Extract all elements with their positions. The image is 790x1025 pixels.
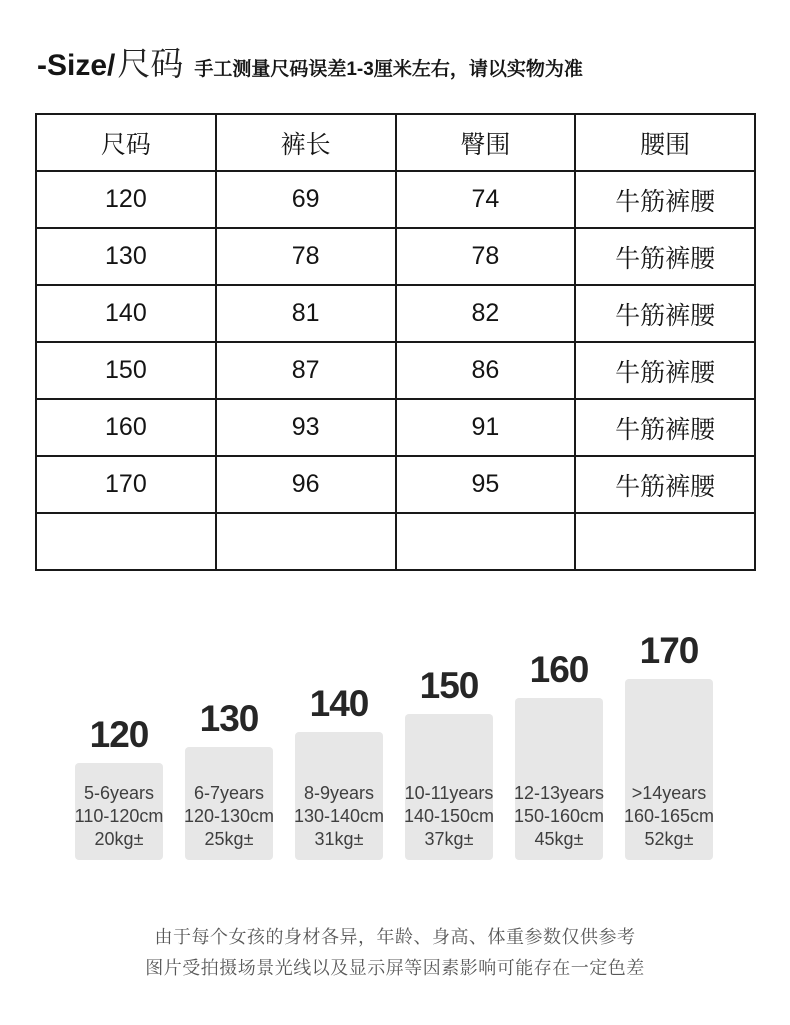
disclaimer-line-2: 图片受拍摄场景光线以及显示屏等因素影响可能存在一定色差 (145, 958, 645, 978)
table-cell: 牛筋裤腰 (575, 171, 755, 228)
size-bar-group-140 (295, 685, 383, 860)
size-bar-label: 140 (309, 683, 369, 724)
disclaimer-line-1: 由于每个女孩的身材各异，年龄、身高、体重参数仅供参考 (154, 927, 636, 947)
table-cell: 170 (36, 456, 216, 513)
age-range-label: 10-11years (404, 783, 494, 803)
weight-label: 37kg± (424, 829, 474, 849)
age-range-label: 8-9years (303, 783, 375, 803)
table-row (36, 456, 755, 513)
page-title-cn: 尺码 (117, 47, 184, 83)
height-range-label: 110-120cm (74, 806, 164, 826)
size-bar-group-170 (625, 632, 713, 860)
table-header-hip: 臀围 (396, 114, 576, 171)
size-table (35, 113, 756, 571)
table-cell: 140 (36, 285, 216, 342)
size-bar-label: 170 (639, 630, 699, 671)
page-title-en: -Size/ (37, 49, 116, 82)
size-bar-label: 130 (199, 698, 259, 739)
table-cell: 87 (216, 342, 396, 399)
size-bar-chart (75, 632, 713, 860)
size-bar (295, 732, 383, 860)
table-cell: 130 (36, 228, 216, 285)
table-header-waist: 腰围 (575, 114, 755, 171)
size-bar (405, 714, 493, 860)
size-bar (75, 763, 163, 860)
size-bar-label: 160 (529, 649, 589, 690)
size-bar-group-150 (405, 667, 493, 860)
page-header (37, 38, 583, 85)
size-bar-group-120 (75, 716, 163, 860)
table-cell: 95 (396, 456, 576, 513)
size-bar (625, 679, 713, 860)
table-cell: 81 (216, 285, 396, 342)
table-cell: 牛筋裤腰 (575, 228, 755, 285)
table-cell: 74 (396, 171, 576, 228)
table-row (36, 399, 755, 456)
age-range-label: 12-13years (513, 783, 605, 803)
table-cell: 牛筋裤腰 (575, 456, 755, 513)
table-cell: 96 (216, 456, 396, 513)
weight-label: 31kg± (314, 829, 364, 849)
table-row (36, 228, 755, 285)
height-range-label: 150-160cm (513, 806, 605, 826)
table-row (36, 285, 755, 342)
measurement-disclaimer: 手工测量尺码误差1-3厘米左右，请以实物为准 (194, 59, 583, 80)
weight-label: 20kg± (94, 829, 144, 849)
table-cell: 91 (396, 399, 576, 456)
table-cell: 120 (36, 171, 216, 228)
table-cell (36, 513, 216, 570)
table-cell: 牛筋裤腰 (575, 285, 755, 342)
table-cell: 160 (36, 399, 216, 456)
table-cell: 150 (36, 342, 216, 399)
height-range-label: 130-140cm (293, 806, 385, 826)
size-bar-label: 150 (419, 665, 479, 706)
height-range-label: 120-130cm (183, 806, 275, 826)
table-row (36, 342, 755, 399)
table-row (36, 171, 755, 228)
table-cell (216, 513, 396, 570)
table-cell: 牛筋裤腰 (575, 342, 755, 399)
age-range-label: 5-6years (83, 783, 155, 803)
table-row-empty (36, 513, 755, 570)
table-cell: 82 (396, 285, 576, 342)
size-bar-group-160 (515, 651, 603, 860)
table-cell: 93 (216, 399, 396, 456)
table-cell: 69 (216, 171, 396, 228)
table-cell (575, 513, 755, 570)
size-bar-group-130 (185, 700, 273, 860)
size-bar (515, 698, 603, 860)
table-cell: 86 (396, 342, 576, 399)
table-cell: 牛筋裤腰 (575, 399, 755, 456)
size-bar (185, 747, 273, 860)
table-cell (396, 513, 576, 570)
age-range-label: 6-7years (193, 783, 265, 803)
age-range-label: >14years (631, 783, 707, 803)
table-header-length: 裤长 (216, 114, 396, 171)
height-range-label: 160-165cm (623, 806, 715, 826)
table-cell: 78 (396, 228, 576, 285)
table-cell: 78 (216, 228, 396, 285)
weight-label: 25kg± (204, 829, 254, 849)
weight-label: 52kg± (644, 829, 694, 849)
weight-label: 45kg± (534, 829, 584, 849)
table-header-size: 尺码 (36, 114, 216, 171)
table-header-row (36, 114, 755, 171)
height-range-label: 140-150cm (403, 806, 495, 826)
size-bar-label: 120 (89, 714, 149, 755)
